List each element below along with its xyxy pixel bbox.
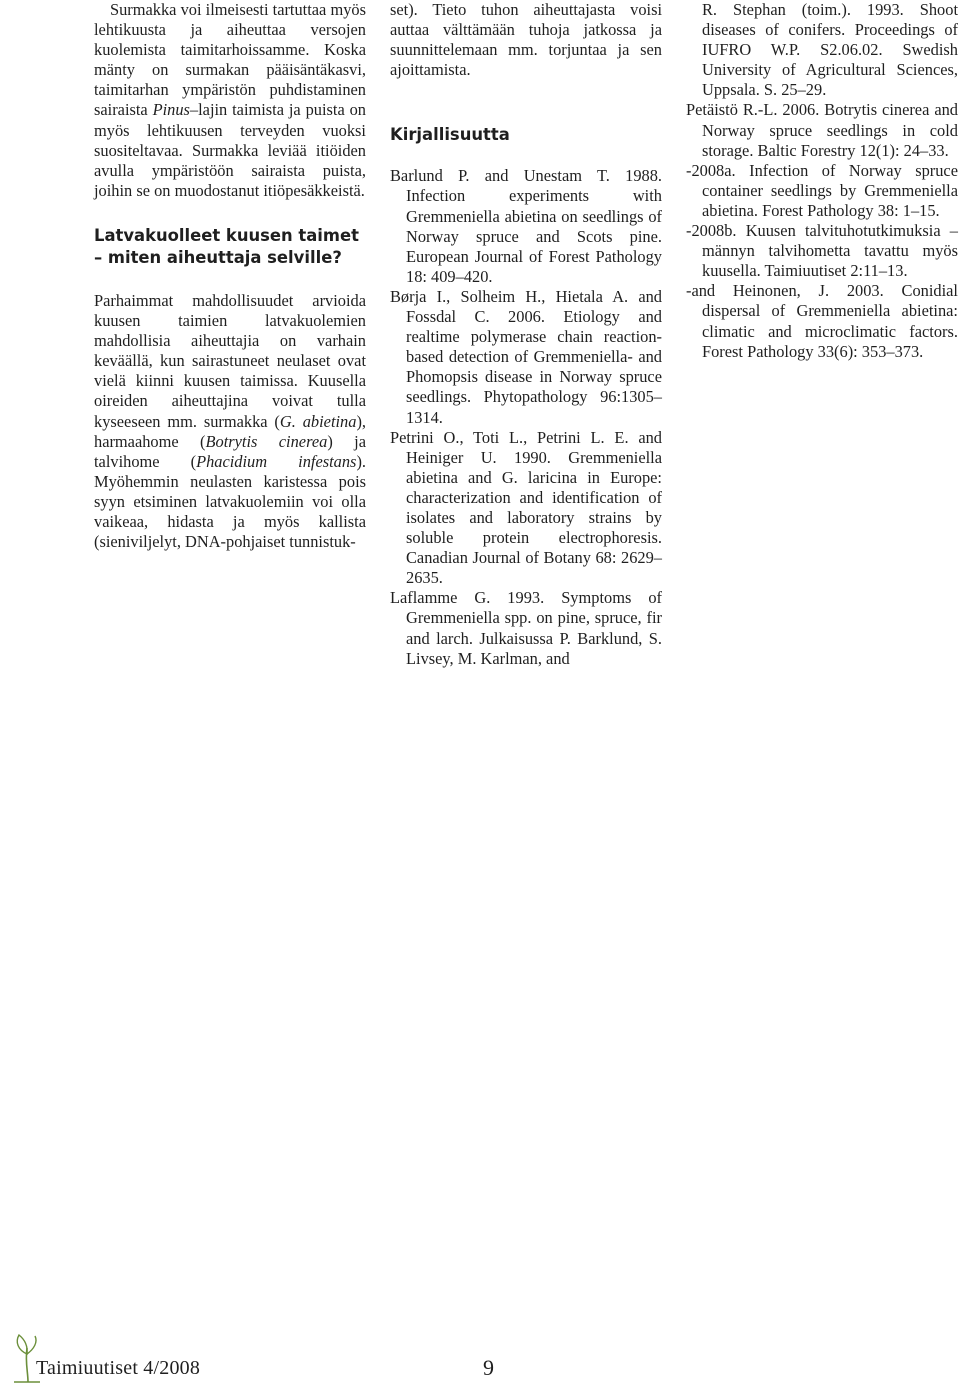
text-column-3 xyxy=(686,0,958,362)
page-number: 9 xyxy=(483,1355,494,1380)
publication-name: Taimiuutiset 4/2008 xyxy=(36,1357,201,1379)
section-heading-latvakuolleet: Latvakuolleet kuusen taimet – miten aiheuttaja selville? xyxy=(94,225,359,267)
reference-continued: R. Stephan (toim.). 1993. Shoot diseases of conifers. Proceedings of IUFRO W.P. S2.06.02. Swedish University of Agricultural Sciences, Uppsala. S. 25–29. xyxy=(702,0,958,100)
page-footer xyxy=(0,1326,960,1387)
reference-entry: -and Heinonen, J. 2003. Conidial dispersal of Gremmeniella abietina: climatic and microclimatic factors. Forest Pathology 33(6): 353–373. xyxy=(686,281,958,361)
reference-entry: Barlund P. and Unestam T. 1988. Infection experiments with Gremmeniella abietina on seedlings of Norway spruce and Scots pine. European Journal of Forest Pathology 18: 409–420. xyxy=(390,166,662,286)
italic-term: Phacidium infestans xyxy=(196,451,357,471)
reference-entry: -2008b. Kuusen talvituhotutkimuksia – männyn talvihometta tavattu myös kuusella. Taimiuutiset 2:11–13. xyxy=(686,221,958,281)
italic-term: G. abietina xyxy=(279,411,357,431)
text-column-1 xyxy=(94,0,366,552)
paragraph-parhaimmat: Parhaimmat mahdollisuudet arvioida kuusen taimien latvakuolemien mahdollisia aiheuttajia on varhain keväällä, kun sairastuneet neulaset ovat vielä kiinni kuusen taimissa. Kuusella oireiden aiheuttajina voivat tulla kyseeseen mm. surmakka (G. abietina), harmaahome (Botrytis cinerea) ja talvihome (Phacidium infestans). Myöhemmin neulasten karistessa pois syyn etsiminen latvakuolemiin voi olla vaikeaa, hidasta ja myös kallista (sieniviljelyt, DNA-pohjaiset tunnistuk- xyxy=(94,290,367,552)
reference-entry: -2008a. Infection of Norway spruce container seedlings by Gremmeniella abietina. Forest Pathology 38: 1–15. xyxy=(686,160,958,220)
paragraph-surmakka: Surmakka voi ilmeisesti tartuttaa myös lehtikuusta ja aiheuttaa versojen kuolemista taimitarhoissamme. Koska mänty on surmakan pääisäntäkasvi, taimitarhan ympäristön puhdistaminen sairaista Pinus–lajin taimista ja puista on myös lehtikuusen terveyden vuoksi suositeltavaa. Surmakka leviää itiöiden avulla ympäristöön sairaista puista, joihin se on muodostanut itiöpesäkkeistä. xyxy=(94,0,366,200)
italic-term: Pinus xyxy=(152,100,190,120)
reference-entry: Børja I., Solheim H., Hietala A. and Fossdal C. 2006. Etiology and realtime polymerase chain reaction-based detection of Gremmeniella- and Phomopsis disease in Norway spruce seedlings. Phytopathology 96:1305–1314. xyxy=(390,286,662,427)
text-column-2 xyxy=(390,0,662,669)
reference-entry: Laflamme G. 1993. Symptoms of Gremmeniella spp. on pine, spruce, fir and larch. Julkaisussa P. Barklund, S. Livsey, M. Karlman, and xyxy=(390,588,662,668)
reference-entry: Petäistö R.-L. 2006. Botrytis cinerea and Norway spruce seedlings in cold storage. Baltic Forestry 12(1): 24–33. xyxy=(686,100,958,160)
paragraph-continued: set). Tieto tuhon aiheuttajasta voisi auttaa välttämään tuhoja jatkossa ja suunnittelemaan mm. torjuntaa ja sen ajoittamista. xyxy=(390,0,662,80)
section-heading-kirjallisuutta: Kirjallisuutta xyxy=(390,125,510,145)
reference-entry: Petrini O., Toti L., Petrini L. E. and Heiniger U. 1990. Gremmeniella abietina and G. laricina in Europe: characterization and identification of isolates and laboratory strains by soluble protein electrophoresis. Canadian Journal of Botany 68: 2629–2635. xyxy=(390,427,662,588)
italic-term: Botrytis cinerea xyxy=(205,431,328,451)
